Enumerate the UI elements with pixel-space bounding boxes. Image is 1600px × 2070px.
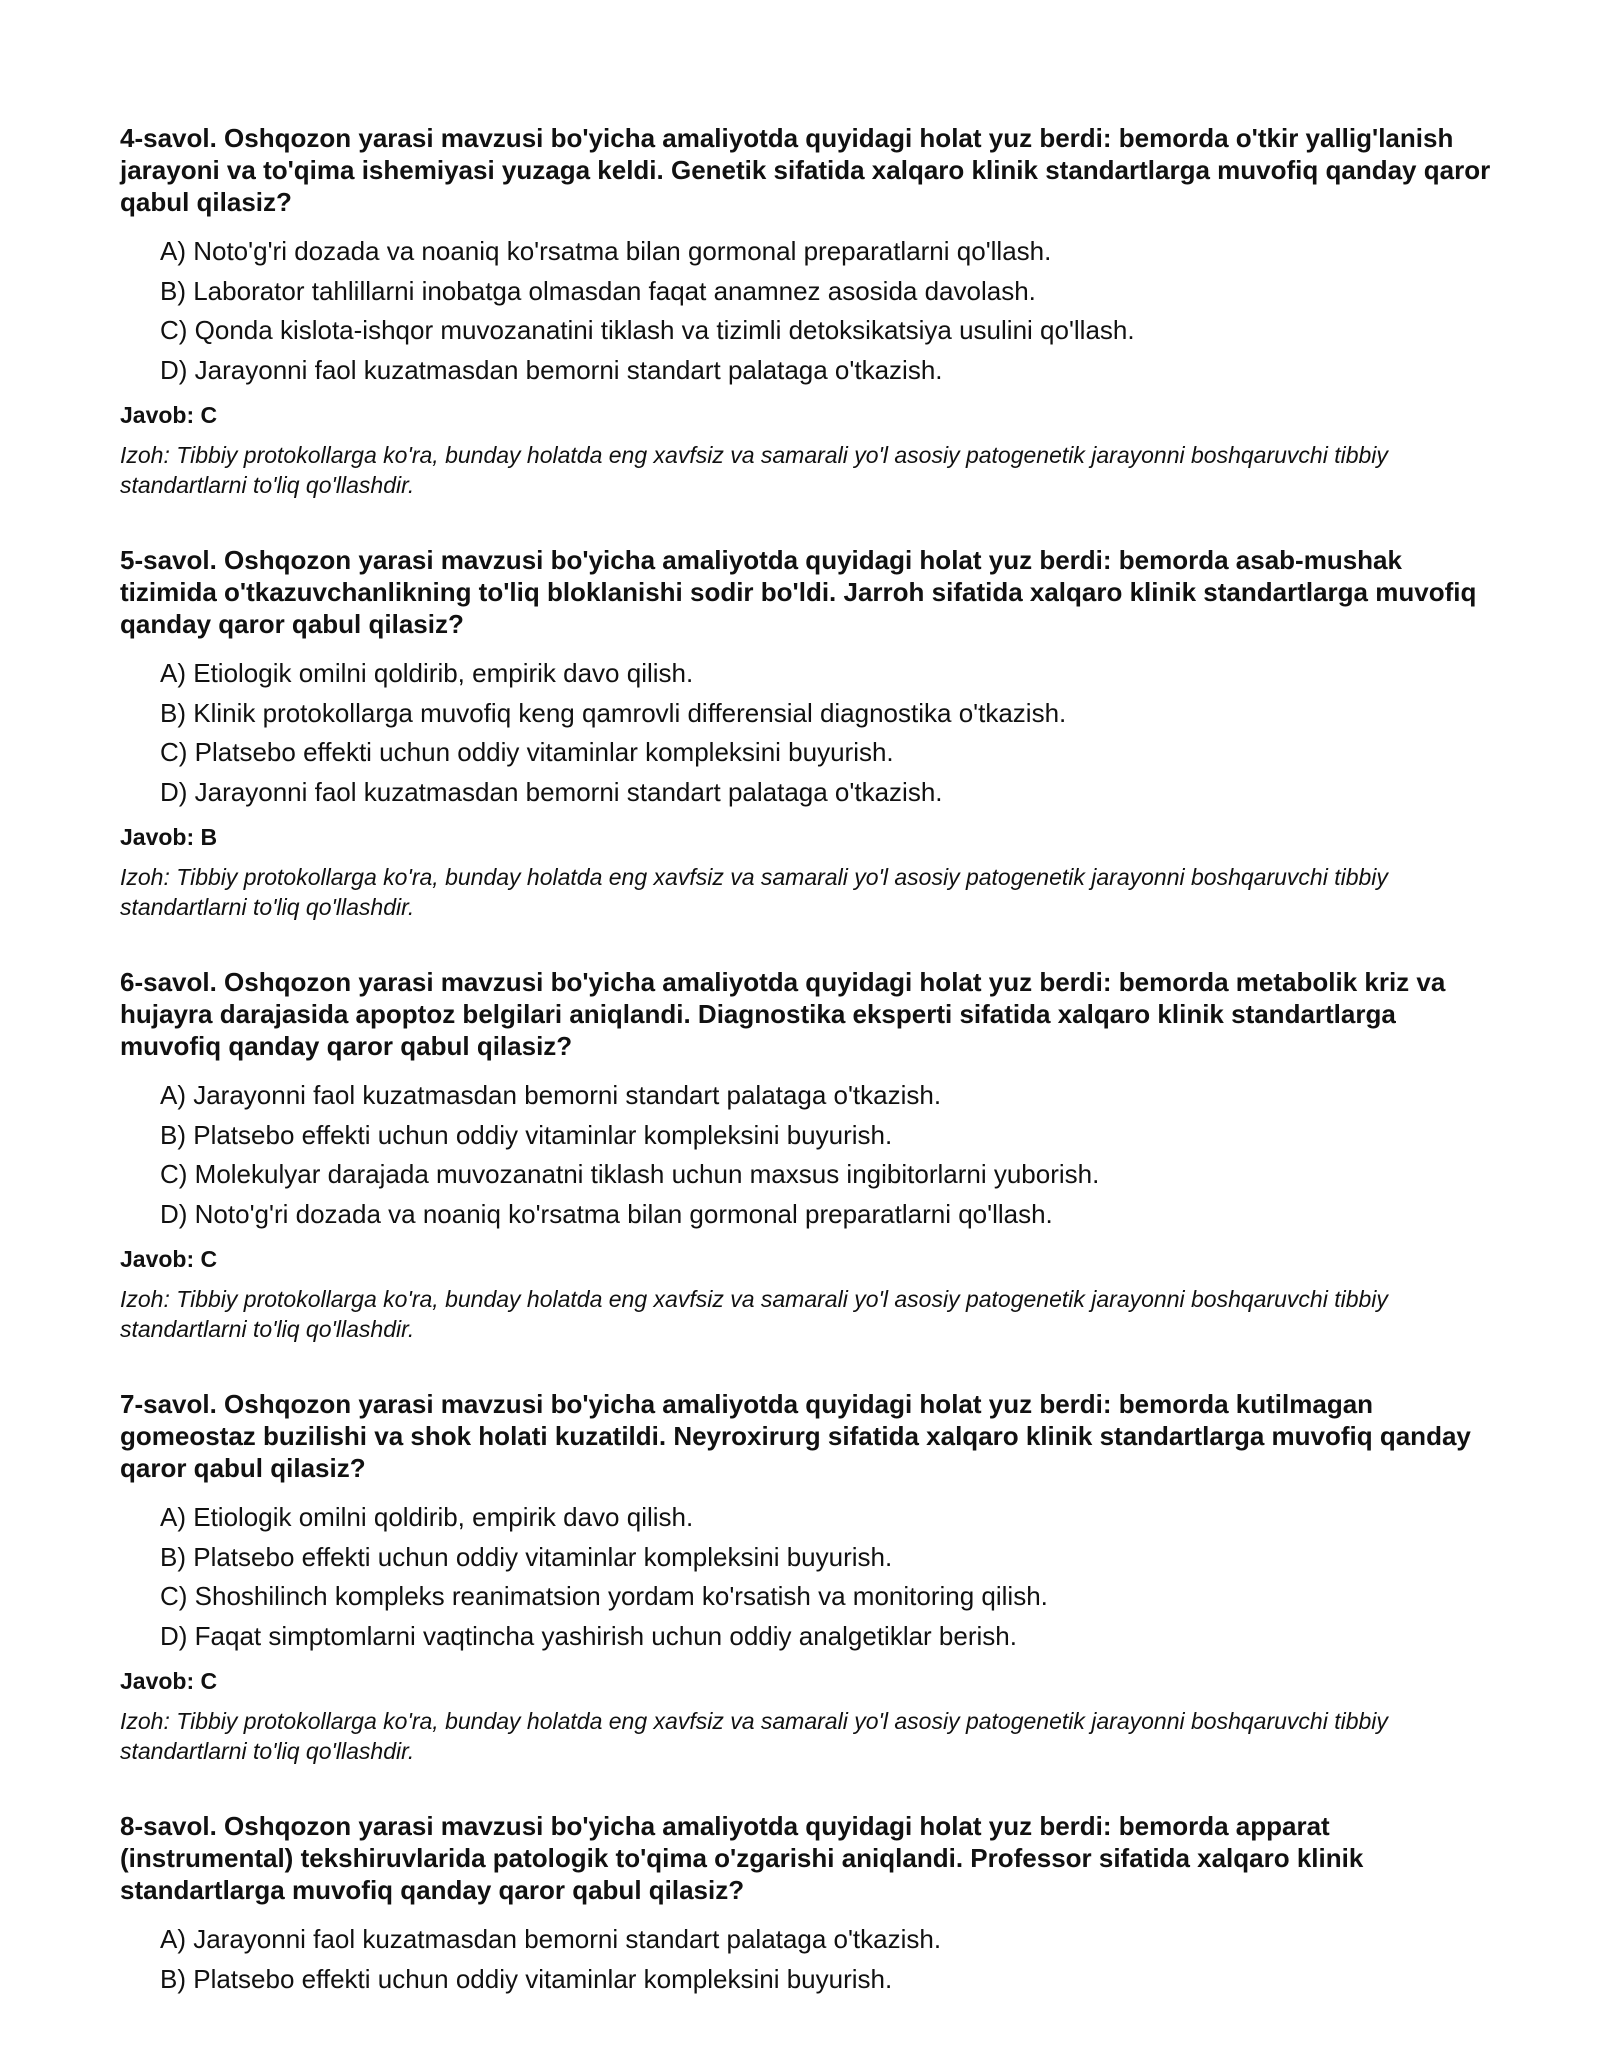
option-d: D) Noto'g'ri dozada va noaniq ko'rsatma bilan gormonal preparatlarni qo'llash. — [160, 1198, 1053, 1229]
answer-options — [120, 1076, 1500, 1234]
explanation-note: Izoh: Tibbiy protokollarga ko'ra, bunday holatda eng xavfsiz va samarali yo'l asosiy patogenetik jarayonni boshqaruvchi tibbiy standartlarni to'liq qo'llashdir. — [120, 1286, 1388, 1342]
option-c: C) Molekulyar darajada muvozanatni tiklash uchun maxsus ingibitorlarni yuborish. — [160, 1159, 1100, 1189]
explanation-note: Izoh: Tibbiy protokollarga ko'ra, bunday holatda eng xavfsiz va samarali yo'l asosiy patogenetik jarayonni boshqaruvchi tibbiy standartlarni to'liq qo'llashdir. — [120, 442, 1388, 498]
answer-key: Javob: C — [120, 1246, 218, 1272]
option-b: B) Laborator tahlillarni inobatga olmasdan faqat anamnez asosida davolash. — [160, 275, 1036, 306]
option-a: A) Etiologik omilni qoldirib, empirik davo qilish. — [160, 1502, 694, 1532]
question-block — [120, 122, 1500, 500]
option-d: D) Jarayonni faol kuzatmasdan bemorni standart palataga o'tkazish. — [160, 776, 943, 807]
option-a: A) Noto'g'ri dozada va noaniq ko'rsatma bilan gormonal preparatlarni qo'llash. — [160, 236, 1052, 266]
option-b: B) Platsebo effekti uchun oddiy vitaminlar kompleksini buyurish. — [160, 1119, 893, 1150]
explanation-note: Izoh: Tibbiy protokollarga ko'ra, bunday holatda eng xavfsiz va samarali yo'l asosiy patogenetik jarayonni boshqaruvchi tibbiy standartlarni to'liq qo'llashdir. — [120, 1708, 1388, 1764]
question-title: 6-savol. Oshqozon yarasi mavzusi bo'yicha amaliyotda quyidagi holat yuz berdi: bemorda metabolik kriz va hujayra darajasida apoptoz belgilari aniqlandi. Diagnostika eksperti sifatida xalqaro klinik standartlarga muvofiq qanday qaror qabul qilasiz? — [120, 967, 1446, 1061]
answer-options — [120, 654, 1500, 812]
option-c: C) Platsebo effekti uchun oddiy vitaminlar kompleksini buyurish. — [160, 737, 894, 767]
answer-options — [120, 1920, 1500, 1999]
option-c: C) Qonda kislota-ishqor muvozanatini tiklash va tizimli detoksikatsiya usulini qo'llash. — [160, 315, 1135, 345]
option-a: A) Jarayonni faol kuzatmasdan bemorni standart palataga o'tkazish. — [160, 1924, 942, 1954]
option-b: B) Platsebo effekti uchun oddiy vitaminlar kompleksini buyurish. — [160, 1963, 893, 1994]
option-b: B) Klinik protokollarga muvofiq keng qamrovli differensial diagnostika o'tkazish. — [160, 697, 1067, 728]
explanation-note: Izoh: Tibbiy protokollarga ko'ra, bunday holatda eng xavfsiz va samarali yo'l asosiy patogenetik jarayonni boshqaruvchi tibbiy standartlarni to'liq qo'llashdir. — [120, 864, 1388, 920]
answer-key: Javob: C — [120, 402, 218, 428]
option-b: B) Platsebo effekti uchun oddiy vitaminlar kompleksini buyurish. — [160, 1541, 893, 1572]
question-block — [120, 966, 1500, 1344]
option-c: C) Shoshilinch kompleks reanimatsion yordam ko'rsatish va monitoring qilish. — [160, 1581, 1048, 1611]
question-block — [120, 1388, 1500, 1766]
question-block — [120, 544, 1500, 922]
question-block — [120, 1810, 1500, 1999]
question-title: 8-savol. Oshqozon yarasi mavzusi bo'yicha amaliyotda quyidagi holat yuz berdi: bemorda apparat (instrumental) tekshiruvlarida patologik to'qima o'zgarishi aniqlandi. Professor sifatida xalqaro klinik standartlarga muvofiq qanday qaror qabul qilasiz? — [120, 1811, 1364, 1905]
answer-options — [120, 232, 1500, 390]
question-title: 7-savol. Oshqozon yarasi mavzusi bo'yicha amaliyotda quyidagi holat yuz berdi: bemorda kutilmagan gomeostaz buzilishi va shok holati kuzatildi. Neyroxirurg sifatida xalqaro klinik standartlarga muvofiq qanday qaror qabul qilasiz? — [120, 1389, 1471, 1483]
answer-options — [120, 1498, 1500, 1656]
question-title: 4-savol. Oshqozon yarasi mavzusi bo'yicha amaliyotda quyidagi holat yuz berdi: bemorda o'tkir yallig'lanish jarayoni va to'qima ishemiyasi yuzaga keldi. Genetik sifatida xalqaro klinik standartlarga muvofiq qanday qaror qabul qilasiz? — [120, 123, 1491, 217]
option-a: A) Etiologik omilni qoldirib, empirik davo qilish. — [160, 658, 694, 688]
option-d: D) Jarayonni faol kuzatmasdan bemorni standart palataga o'tkazish. — [160, 354, 943, 385]
document-page — [120, 122, 1500, 2043]
option-d: D) Faqat simptomlarni vaqtincha yashirish uchun oddiy analgetiklar berish. — [160, 1620, 1017, 1651]
answer-key: Javob: C — [120, 1668, 218, 1694]
option-a: A) Jarayonni faol kuzatmasdan bemorni standart palataga o'tkazish. — [160, 1080, 942, 1110]
answer-key: Javob: B — [120, 824, 218, 850]
question-title: 5-savol. Oshqozon yarasi mavzusi bo'yicha amaliyotda quyidagi holat yuz berdi: bemorda asab-mushak tizimida o'tkazuvchanlikning to'liq bloklanishi sodir bo'ldi. Jarroh sifatida xalqaro klinik standartlarga muvofiq qanday qaror qabul qilasiz? — [120, 545, 1477, 639]
